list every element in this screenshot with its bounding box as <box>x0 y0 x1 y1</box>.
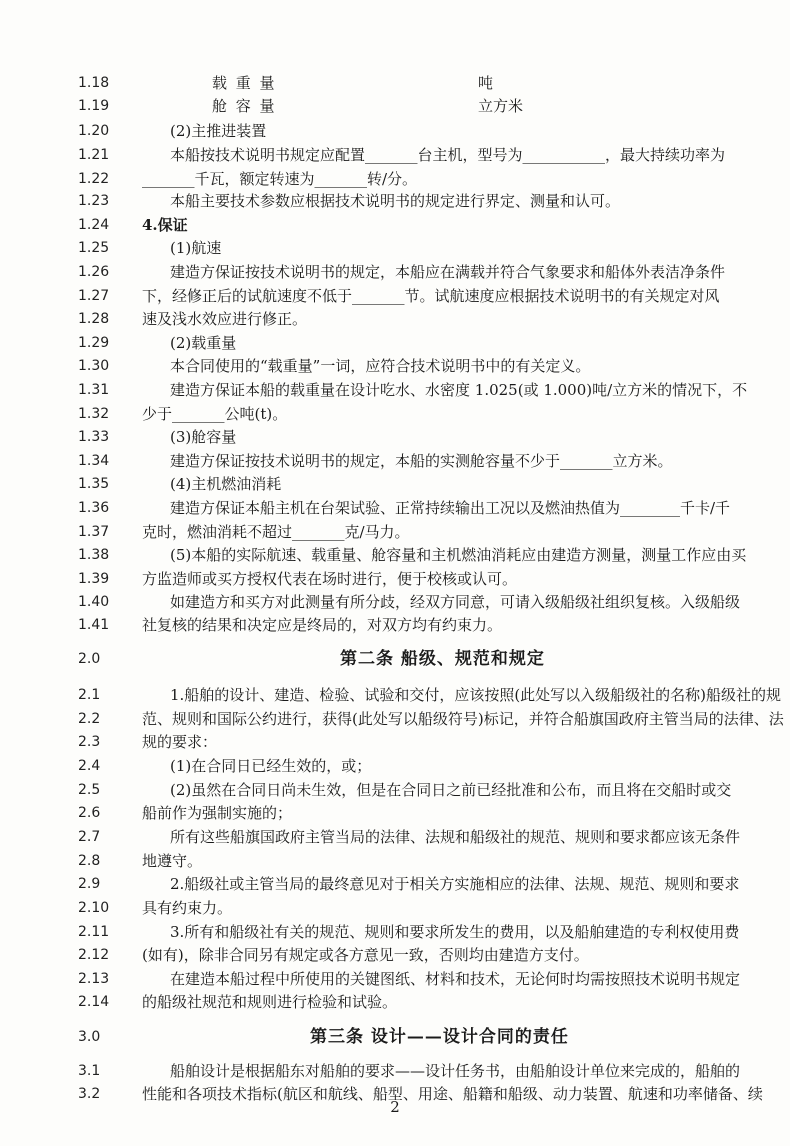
line-number: 2.2 <box>78 711 101 727</box>
line-number: 1.32 <box>78 406 110 422</box>
line-number: 3.1 <box>78 1063 101 1079</box>
line-text: 地遵守。 <box>142 852 203 870</box>
line-text: 建造方保证本船主机在台架试验、正常持续输出工况以及燃油热值为________千卡/千 <box>170 499 731 517</box>
line-2-3 <box>0 729 790 755</box>
line-number: 1.41 <box>78 617 110 633</box>
line-text: 1.船舶的设计、建造、检验、试验和交付，应该按照(此处写以入级船级社的名称)船级社的规 <box>170 686 782 704</box>
line-number: 1.39 <box>78 571 110 587</box>
line-1-38 <box>0 542 790 568</box>
line-1-33 <box>0 424 790 450</box>
line-1-21 <box>0 142 790 168</box>
line-1-25 <box>0 235 790 261</box>
line-number: 1.28 <box>78 311 110 327</box>
capacity-unit: 立方米 <box>478 97 524 115</box>
line-text: 所有这些船旗国政府主管当局的法律、法规和船级社的规范、规则和要求都应该无条件 <box>170 828 741 846</box>
line-number: 1.18 <box>78 75 110 91</box>
line-number: 1.35 <box>78 476 110 492</box>
deadweight-label: 载 重 量 <box>212 74 277 92</box>
line-text: (2)虽然在合同日尚未生效，但是在合同日之前已经批准和公布，而且将在交船时或交 <box>170 781 732 799</box>
line-text: 如建造方和买方对此测量有所分歧，经双方同意，可请入级船级社组织复核。入级船级 <box>170 593 741 611</box>
line-number: 1.40 <box>78 594 110 610</box>
line-text: (1)在合同日已经生效的，或； <box>170 757 372 775</box>
line-number: 2.3 <box>78 734 101 750</box>
line-number: 2.1 <box>78 687 101 703</box>
line-text: 下，经修正后的试航速度不低于_______节。试航速度应根据技术说明书的有关规定对风 <box>142 287 720 305</box>
line-text: 3.所有和船级社有关的规范、规则和要求所发生的费用，以及船舶建造的专利权使用费 <box>170 923 740 941</box>
line-number: 2.12 <box>78 947 110 963</box>
line-number: 1.38 <box>78 547 110 563</box>
line-2-7 <box>0 824 790 850</box>
line-1-28 <box>0 306 790 332</box>
line-text: 在建造本船过程中所使用的关键图纸、材料和技术，无论何时均需按照技术说明书规定 <box>170 970 741 988</box>
line-2-12 <box>0 942 790 968</box>
line-number: 3.2 <box>78 1086 101 1102</box>
line-number: 2.14 <box>78 994 110 1010</box>
line-1-31 <box>0 377 790 403</box>
line-2-1 <box>0 682 790 708</box>
line-text: 方监造师或买方授权代表在场时进行，便于校核或认可。 <box>142 570 518 588</box>
line-text: 速及浅水效应进行修正。 <box>142 310 308 328</box>
line-1-20 <box>0 118 790 144</box>
line-text: 克时，燃油消耗不超过_______克/马力。 <box>142 523 410 541</box>
line-number: 1.34 <box>78 453 110 469</box>
line-number: 2.9 <box>78 876 101 892</box>
section-subtitle: 4.保证 <box>142 216 188 234</box>
line-text: 建造方保证本船的载重量在设计吃水、水密度 1.025(或 1.000)吨/立方米的情况下，不 <box>170 381 748 399</box>
line-number: 2.0 <box>78 651 101 667</box>
line-text: _______千瓦，额定转速为_______转/分。 <box>142 170 418 188</box>
line-number: 1.22 <box>78 171 110 187</box>
line-text: 本船按技术说明书规定应配置_______台主机，型号为___________，最大持续功率为 <box>170 146 726 164</box>
line-text: 2.船级社或主管当局的最终意见对于相关方实施相应的法律、法规、规范、规则和要求 <box>170 875 740 893</box>
line-text: 的船级社规范和规则进行检验和试验。 <box>142 993 398 1011</box>
line-text: (如有)，除非合同另有规定或各方意见一致，否则均由建造方支付。 <box>142 946 589 964</box>
line-1-36 <box>0 495 790 521</box>
line-number: 2.13 <box>78 971 110 987</box>
line-text: 本合同使用的“载重量”一词，应符合技术说明书中的有关定义。 <box>170 357 591 375</box>
line-number: 1.30 <box>78 358 110 374</box>
line-2-9 <box>0 871 790 897</box>
line-text: (4)主机燃油消耗 <box>170 475 282 493</box>
line-number: 1.19 <box>78 98 110 114</box>
line-number: 2.7 <box>78 829 101 845</box>
line-number: 2.11 <box>78 924 110 940</box>
line-number: 1.36 <box>78 500 110 516</box>
line-number: 1.20 <box>78 123 110 139</box>
line-number: 1.27 <box>78 288 110 304</box>
line-text: (2)载重量 <box>170 334 237 352</box>
line-text: 船舶设计是根据船东对船舶的要求——设计任务书，由船舶设计单位来完成的，船舶的 <box>170 1062 741 1080</box>
line-number: 1.31 <box>78 382 110 398</box>
line-text: 规的要求： <box>142 733 218 751</box>
line-number: 1.37 <box>78 524 110 540</box>
line-number: 2.5 <box>78 782 101 798</box>
line-text: (1)航速 <box>170 239 222 257</box>
line-text: 少于_______公吨(t)。 <box>142 405 288 423</box>
line-text: 具有约束力。 <box>142 899 233 917</box>
line-number: 1.26 <box>78 264 110 280</box>
line-2-6 <box>0 800 790 826</box>
line-text: 建造方保证按技术说明书的规定，本船应在满载并符合气象要求和船体外表洁净条件 <box>170 263 726 281</box>
line-number: 2.6 <box>78 805 101 821</box>
article-heading: 第三条 设计——设计合同的责任 <box>310 1027 569 1047</box>
line-number: 2.10 <box>78 900 110 916</box>
line-text: 性能和各项技术指标(航区和航线、船型、用途、船籍和船级、动力装置、航速和功率储备、续 <box>142 1085 763 1103</box>
line-text: 社复核的结果和决定应是终局的，对双方均有约束力。 <box>142 616 503 634</box>
deadweight-unit: 吨 <box>478 74 494 92</box>
line-text: (5)本船的实际航速、载重量、舱容量和主机燃油消耗应由建造方测量，测量工作应由买 <box>170 546 747 564</box>
line-2-10 <box>0 895 790 921</box>
line-number: 2.8 <box>78 853 101 869</box>
line-text: 本船主要技术参数应根据技术说明书的规定进行界定、测量和认可。 <box>170 192 621 210</box>
line-1-41 <box>0 612 790 638</box>
line-text: (2)主推进装置 <box>170 122 267 140</box>
line-2-14 <box>0 989 790 1015</box>
line-1-19 <box>0 93 790 119</box>
line-3-0 <box>0 1024 790 1050</box>
line-1-35 <box>0 471 790 497</box>
line-text: 建造方保证按技术说明书的规定，本船的实测舱容量不少于_______立方米。 <box>170 452 673 470</box>
line-1-23 <box>0 188 790 214</box>
line-number: 1.21 <box>78 147 110 163</box>
article-heading: 第二条 船级、规范和规定 <box>340 649 545 669</box>
line-number: 1.24 <box>78 217 110 233</box>
line-1-30 <box>0 353 790 379</box>
line-2-0 <box>0 646 790 672</box>
line-number: 1.29 <box>78 335 110 351</box>
line-number: 1.33 <box>78 429 110 445</box>
line-text: (3)舱容量 <box>170 428 237 446</box>
line-2-4 <box>0 753 790 779</box>
line-number: 2.4 <box>78 758 101 774</box>
line-number: 3.0 <box>78 1029 101 1045</box>
line-number: 1.23 <box>78 193 110 209</box>
line-text: 范、规则和国际公约进行，获得(此处写以船级符号)标记，并符合船旗国政府主管当局的法律、法 <box>142 710 784 728</box>
line-number: 1.25 <box>78 240 110 256</box>
line-1-26 <box>0 259 790 285</box>
line-text: 船前作为强制实施的； <box>142 804 293 822</box>
page-number: 2 <box>390 1098 400 1116</box>
capacity-label: 舱 容 量 <box>212 97 277 115</box>
